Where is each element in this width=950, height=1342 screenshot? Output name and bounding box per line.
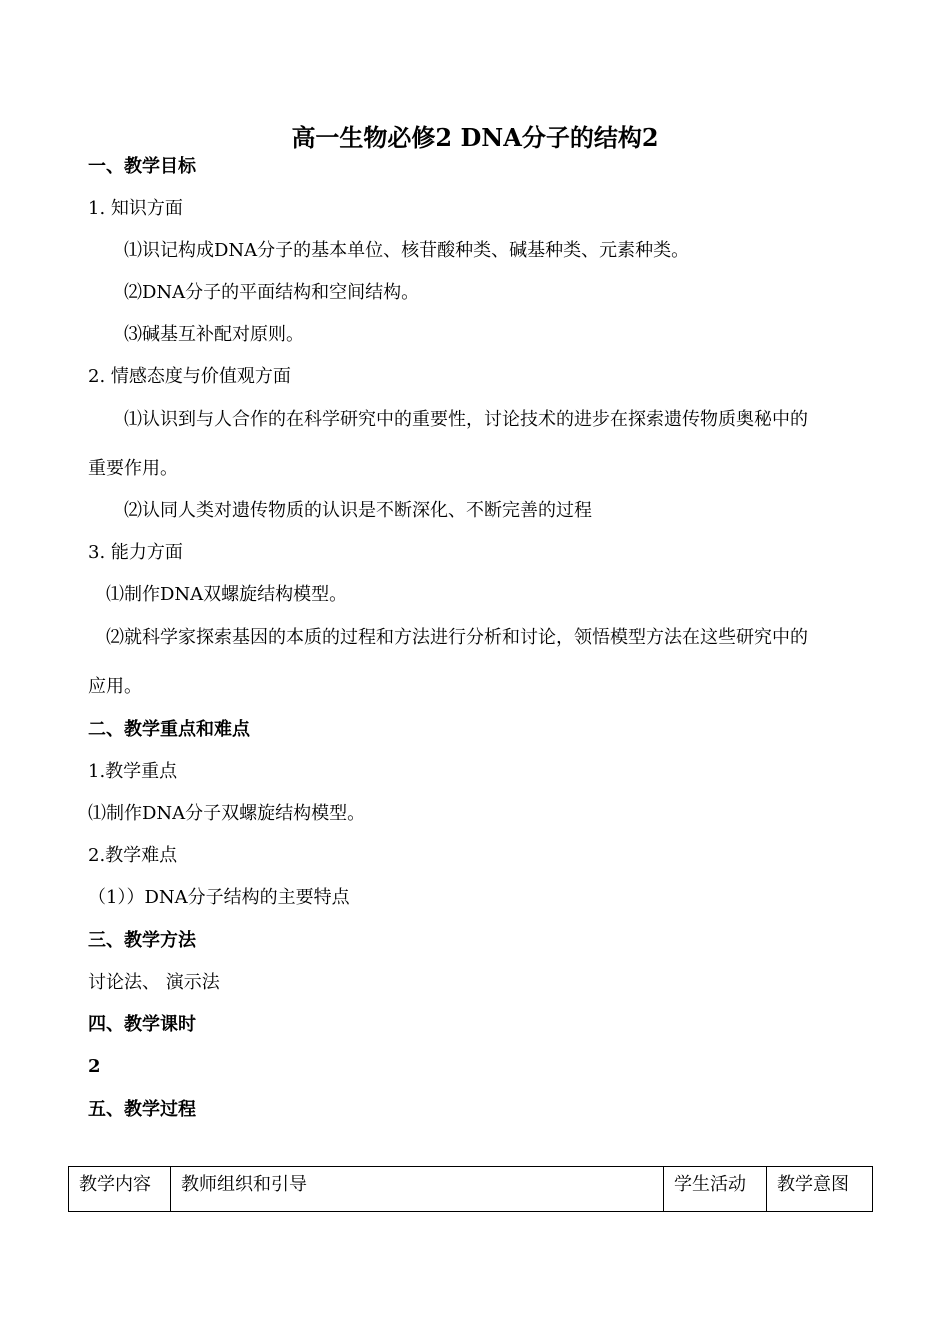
knowledge-item-2: ⑵DNA分子的平面结构和空间结构。 [124, 282, 420, 303]
table-header-cell: 教学意图 [767, 1167, 873, 1212]
table-header-row [69, 1167, 873, 1212]
document-title: 高一生物必修2 DNA分子的结构2 [291, 123, 659, 152]
attitude-item-2: ⑵认同人类对遗传物质的认识是不断深化、不断完善的过程 [124, 500, 592, 521]
section-heading-key-points: 二、教学重点和难点 [88, 719, 250, 740]
section-heading-methods: 三、教学方法 [88, 930, 196, 951]
subheading-focus: 1.教学重点 [88, 761, 178, 782]
ability-item-2-line-2: 应用。 [88, 676, 142, 697]
attitude-item-1-line-1: ⑴认识到与人合作的在科学研究中的重要性，讨论技术的进步在探索遗传物质奥秘中的 [124, 409, 808, 430]
subheading-knowledge: 1. 知识方面 [88, 198, 183, 219]
process-table [68, 1166, 873, 1212]
section-heading-objectives: 一、教学目标 [88, 156, 196, 177]
focus-item: ⑴制作DNA分子双螺旋结构模型。 [88, 803, 366, 824]
section-heading-process: 五、教学过程 [88, 1099, 196, 1120]
table-header-cell: 教学内容 [69, 1167, 171, 1212]
methods-content: 讨论法、 演示法 [88, 972, 220, 993]
section-heading-hours: 四、教学课时 [88, 1014, 196, 1035]
table-header-cell: 学生活动 [664, 1167, 767, 1212]
hours-content: 2 [88, 1056, 101, 1077]
ability-item-1: ⑴制作DNA双螺旋结构模型。 [106, 584, 348, 605]
knowledge-item-1: ⑴识记构成DNA分子的基本单位、核苷酸种类、碱基种类、元素种类。 [124, 240, 690, 261]
attitude-item-1-line-2: 重要作用。 [88, 458, 178, 479]
ability-item-2-line-1: ⑵就科学家探索基因的本质的过程和方法进行分析和讨论，领悟模型方法在这些研究中的 [106, 627, 808, 648]
table-header-cell: 教师组织和引导 [171, 1167, 664, 1212]
knowledge-item-3: ⑶碱基互补配对原则。 [124, 324, 304, 345]
subheading-attitude: 2. 情感态度与价值观方面 [88, 366, 291, 387]
difficulty-item: （1））DNA分子结构的主要特点 [88, 887, 350, 908]
subheading-ability: 3. 能力方面 [88, 542, 183, 563]
subheading-difficulty: 2.教学难点 [88, 845, 178, 866]
